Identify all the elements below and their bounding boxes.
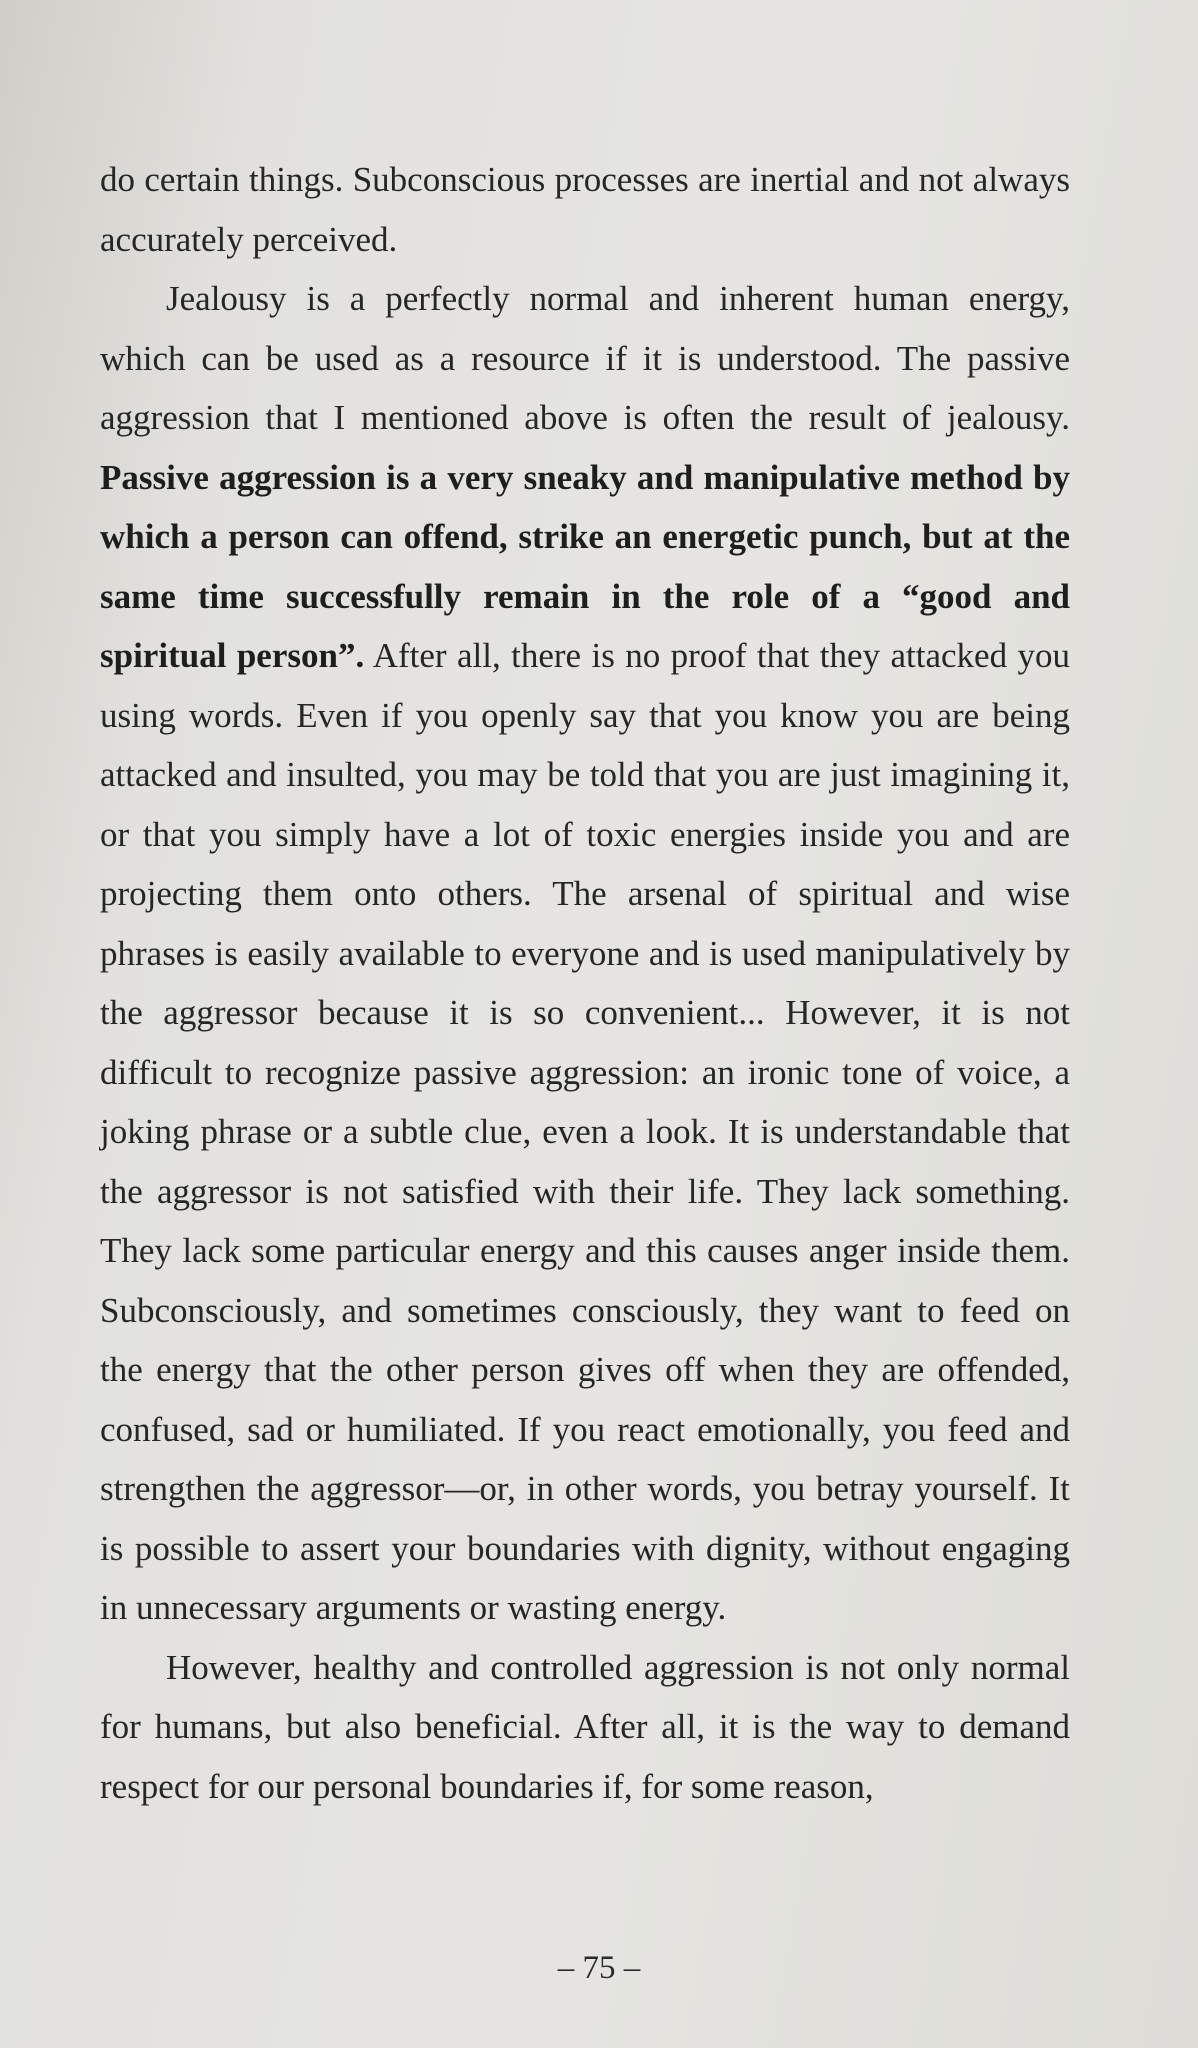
body-text [100,150,1070,1816]
paragraph-jealousy-body: After all, there is no proof that they attacked you using words. Even if you openly say that you know you are being attacked and insulted, you may be told that you are just imagining it, or that you simply have a lot of toxic energies inside you and are projecting them onto others. The arsenal of spiritual and wise phrases is easily available to everyone and is used manipulatively by the aggressor because it is so convenient... However, it is not difficult to recognize passive aggression: an ironic tone of voice, a joking phrase or a subtle clue, even a look. It is understandable that the aggressor is not satisfied with their life. They lack something. They lack some particular energy and this causes anger inside them. Subconsciously, and sometimes consciously, they want to feed on the energy that the other person gives off when they are offended, confused, sad or humiliated. If you react emotionally, you feed and strengthen the aggressor—or, in other words, you betray yourself. It is possible to assert your boundaries with dignity, without engaging in unnecessary arguments or wasting energy. [100,636,1070,1627]
page-number: – 75 – [557,1950,641,1986]
bold-passage-passive-aggression: Passive aggression is a very sneaky and manipulative method by which a person can offend, strike an energetic punch, but at the same time successfully remain in the role of a “good and spiritual person”. [100,457,1070,675]
paragraph-continuation: do certain things. Subconscious processes are inertial and not always accurately perceived. [100,160,1070,259]
paragraph-jealousy-intro: Jealousy is a perfectly normal and inherent human energy, which can be used as a resource if it is understood. The passive aggression that I mentioned above is often the result of jealousy. [100,279,1070,437]
paragraph-jealousy [100,269,1070,1638]
paragraph-healthy-aggression: However, healthy and controlled aggression is not only normal for humans, but also beneficial. After all, it is the way to demand respect for our personal boundaries if, for some reason, [100,1647,1070,1806]
